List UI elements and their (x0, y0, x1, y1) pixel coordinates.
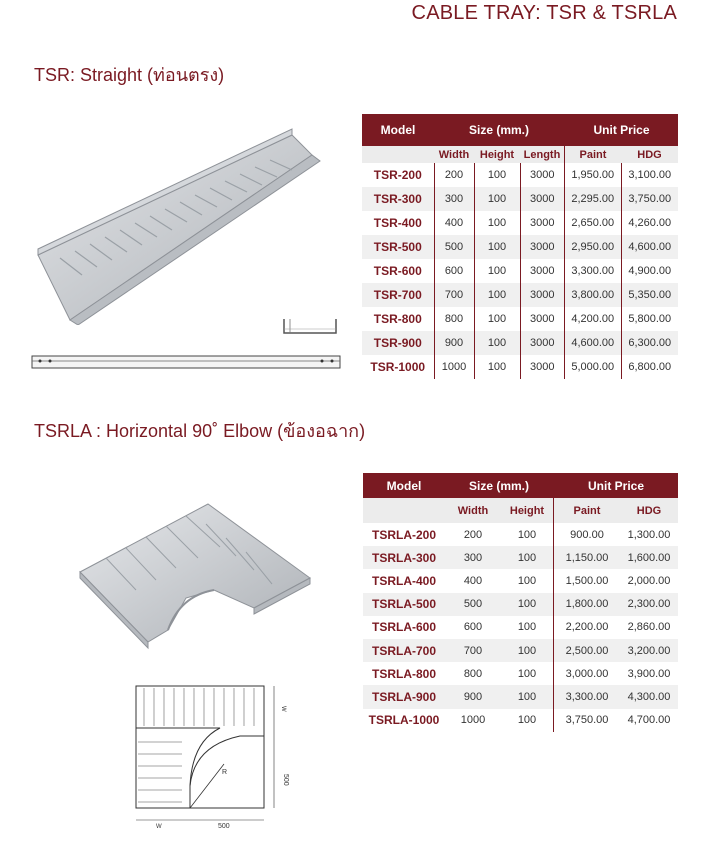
cell-width: 200 (434, 163, 474, 187)
cell-paint: 3,800.00 (565, 283, 622, 307)
cell-width: 800 (463, 667, 483, 680)
subheader-length: Length (520, 146, 565, 163)
cell-hdg: 2,000.00 (627, 574, 671, 587)
cell-hdg: 3,900.00 (627, 667, 671, 680)
cell-length: 3000 (520, 283, 565, 307)
cell-paint: 5,000.00 (565, 355, 622, 379)
cell-width: 1000 (460, 714, 486, 727)
subheader-blank (363, 498, 445, 523)
cell-model: TSR-800 (373, 312, 422, 326)
table-row (363, 546, 678, 569)
table-row (363, 593, 678, 616)
cell-height: 100 (501, 546, 554, 569)
table-row (362, 187, 678, 211)
table-row (363, 639, 678, 662)
cell-length: 3000 (520, 163, 565, 187)
cell-hdg: 4,300.00 (620, 685, 678, 708)
cell-width: 500 (434, 235, 474, 259)
cell-paint: 2,500.00 (554, 639, 621, 662)
cell-width: 700 (445, 639, 501, 662)
cell-paint: 4,200.00 (565, 307, 622, 331)
cell-model: TSR-500 (362, 235, 434, 259)
header-size: Size (mm.) (434, 114, 565, 146)
cell-width: 800 (434, 307, 474, 331)
cell-width: 1000 (434, 355, 474, 379)
cell-hdg: 6,800.00 (621, 355, 678, 379)
cell-length: 3000 (520, 187, 565, 211)
cell-model: TSRLA-800 (371, 666, 436, 681)
cell-width: 600 (434, 259, 474, 283)
cell-model: TSRLA-400 (371, 573, 436, 588)
cell-model: TSR-600 (373, 264, 422, 278)
cell-height: 100 (474, 307, 520, 331)
section-title-straight: TSR: Straight (ท่อนตรง) (34, 65, 225, 85)
cell-model: TSRLA-200 (371, 527, 436, 542)
cell-hdg: 4,600.00 (621, 235, 678, 259)
cell-hdg: 4,700.00 (627, 714, 671, 727)
cell-model: TSR-300 (362, 187, 434, 211)
cell-hdg: 6,300.00 (621, 331, 678, 355)
cell-length: 3000 (520, 211, 565, 235)
cell-paint: 1,500.00 (554, 569, 621, 592)
tsrla-price-table (363, 473, 678, 732)
straight-tray-section-drawing (282, 315, 338, 337)
cell-model: TSRLA-600 (371, 620, 436, 635)
cell-height: 100 (474, 355, 520, 379)
cell-width: 300 (445, 546, 501, 569)
straight-tray-image (30, 125, 330, 325)
cell-height: 100 (517, 714, 537, 727)
cell-hdg: 3,200.00 (620, 639, 678, 662)
subheader-width: Width (434, 146, 474, 163)
cell-length: 3000 (520, 259, 565, 283)
cell-hdg: 4,260.00 (621, 211, 678, 235)
table-row (362, 259, 678, 283)
cell-hdg: 4,900.00 (621, 259, 678, 283)
cell-width: 700 (434, 283, 474, 307)
table-row (362, 331, 678, 355)
cell-height: 100 (517, 574, 537, 587)
subheader-paint: Paint (554, 498, 621, 523)
header-model: Model (362, 114, 434, 146)
cell-model: TSR-1000 (370, 360, 426, 374)
table-row (362, 211, 678, 235)
cell-model: TSR-400 (373, 216, 422, 230)
cell-length: 3000 (520, 235, 565, 259)
cell-paint: 2,295.00 (565, 187, 622, 211)
cell-height: 100 (474, 163, 520, 187)
table-row (363, 523, 678, 546)
cell-length: 3000 (520, 331, 565, 355)
table-row (362, 235, 678, 259)
cell-height: 100 (474, 187, 520, 211)
table-row (363, 569, 678, 592)
cell-paint: 1,950.00 (565, 163, 622, 187)
cell-height: 100 (517, 667, 537, 680)
cell-hdg: 2,300.00 (620, 593, 678, 616)
cell-width: 500 (445, 593, 501, 616)
subheader-height: Height (474, 146, 520, 163)
cell-model: TSR-900 (362, 331, 434, 355)
cell-paint: 3,750.00 (554, 709, 621, 732)
cell-model: TSRLA-300 (363, 546, 445, 569)
cell-model: TSR-200 (373, 168, 422, 182)
table-row (362, 163, 678, 187)
radius-label: R (222, 769, 228, 776)
subheader-hdg: HDG (621, 146, 678, 163)
subheader-height: Height (501, 498, 554, 523)
cell-hdg: 5,350.00 (621, 283, 678, 307)
cell-height: 100 (517, 621, 537, 634)
cell-height: 100 (474, 259, 520, 283)
cell-length: 3000 (520, 307, 565, 331)
width-mark-right: W (280, 706, 286, 712)
cell-width: 400 (434, 211, 474, 235)
cell-paint: 900.00 (554, 523, 621, 546)
dim-500-right: 500 (282, 774, 289, 786)
cell-model: TSRLA-500 (363, 593, 445, 616)
cell-paint: 2,200.00 (554, 616, 621, 639)
elbow-tray-image (76, 500, 316, 650)
cell-paint: 1,800.00 (554, 593, 621, 616)
cell-width: 900 (434, 331, 474, 355)
header-unit-price: Unit Price (565, 114, 679, 146)
cell-hdg: 3,100.00 (621, 163, 678, 187)
table-row (362, 355, 678, 379)
cell-width: 400 (463, 574, 483, 587)
table-row (363, 616, 678, 639)
cell-model: TSR-700 (362, 283, 434, 307)
cell-width: 900 (445, 685, 501, 708)
cell-height: 100 (474, 283, 520, 307)
tsr-price-table (362, 114, 678, 379)
cell-model: TSRLA-900 (363, 685, 445, 708)
cell-paint: 2,650.00 (565, 211, 622, 235)
subheader-paint: Paint (565, 146, 622, 163)
table-row (362, 283, 678, 307)
dim-500-bottom: 500 (218, 823, 230, 830)
cell-hdg: 3,750.00 (621, 187, 678, 211)
cell-height: 100 (501, 685, 554, 708)
cell-hdg: 1,300.00 (627, 528, 671, 541)
cell-height: 100 (501, 639, 554, 662)
header-size: Size (mm.) (445, 473, 554, 498)
cell-height: 100 (474, 331, 520, 355)
cell-width: 300 (434, 187, 474, 211)
width-mark-bottom: W (156, 824, 162, 830)
cell-height: 100 (474, 235, 520, 259)
cell-paint: 1,150.00 (554, 546, 621, 569)
table-row (363, 709, 678, 732)
cell-paint: 2,950.00 (565, 235, 622, 259)
cell-paint: 3,000.00 (554, 662, 621, 685)
cell-hdg: 1,600.00 (620, 546, 678, 569)
cell-height: 100 (501, 593, 554, 616)
cell-length: 3000 (520, 355, 565, 379)
header-model: Model (363, 473, 445, 498)
cell-hdg: 5,800.00 (621, 307, 678, 331)
elbow-plan-drawing (132, 682, 292, 830)
cell-paint: 4,600.00 (565, 331, 622, 355)
straight-tray-side-drawing (30, 352, 342, 374)
page-title: CABLE TRAY: TSR & TSRLA (411, 2, 677, 24)
cell-model: TSRLA-1000 (368, 713, 440, 728)
table-row (363, 685, 678, 708)
cell-paint: 3,300.00 (565, 259, 622, 283)
cell-height: 100 (474, 211, 520, 235)
cell-width: 600 (463, 621, 483, 634)
section-title-elbow: TSRLA : Horizontal 90˚ Elbow (ข้องอฉาก) (34, 421, 366, 441)
header-unit-price: Unit Price (554, 473, 679, 498)
cell-height: 100 (517, 528, 537, 541)
cell-hdg: 2,860.00 (627, 621, 671, 634)
subheader-hdg: HDG (620, 498, 678, 523)
table-row (362, 307, 678, 331)
cell-width: 200 (463, 528, 483, 541)
subheader-width: Width (445, 498, 501, 523)
cell-model: TSRLA-700 (363, 639, 445, 662)
cell-paint: 3,300.00 (554, 685, 621, 708)
subheader-blank (362, 146, 434, 163)
table-row (363, 662, 678, 685)
